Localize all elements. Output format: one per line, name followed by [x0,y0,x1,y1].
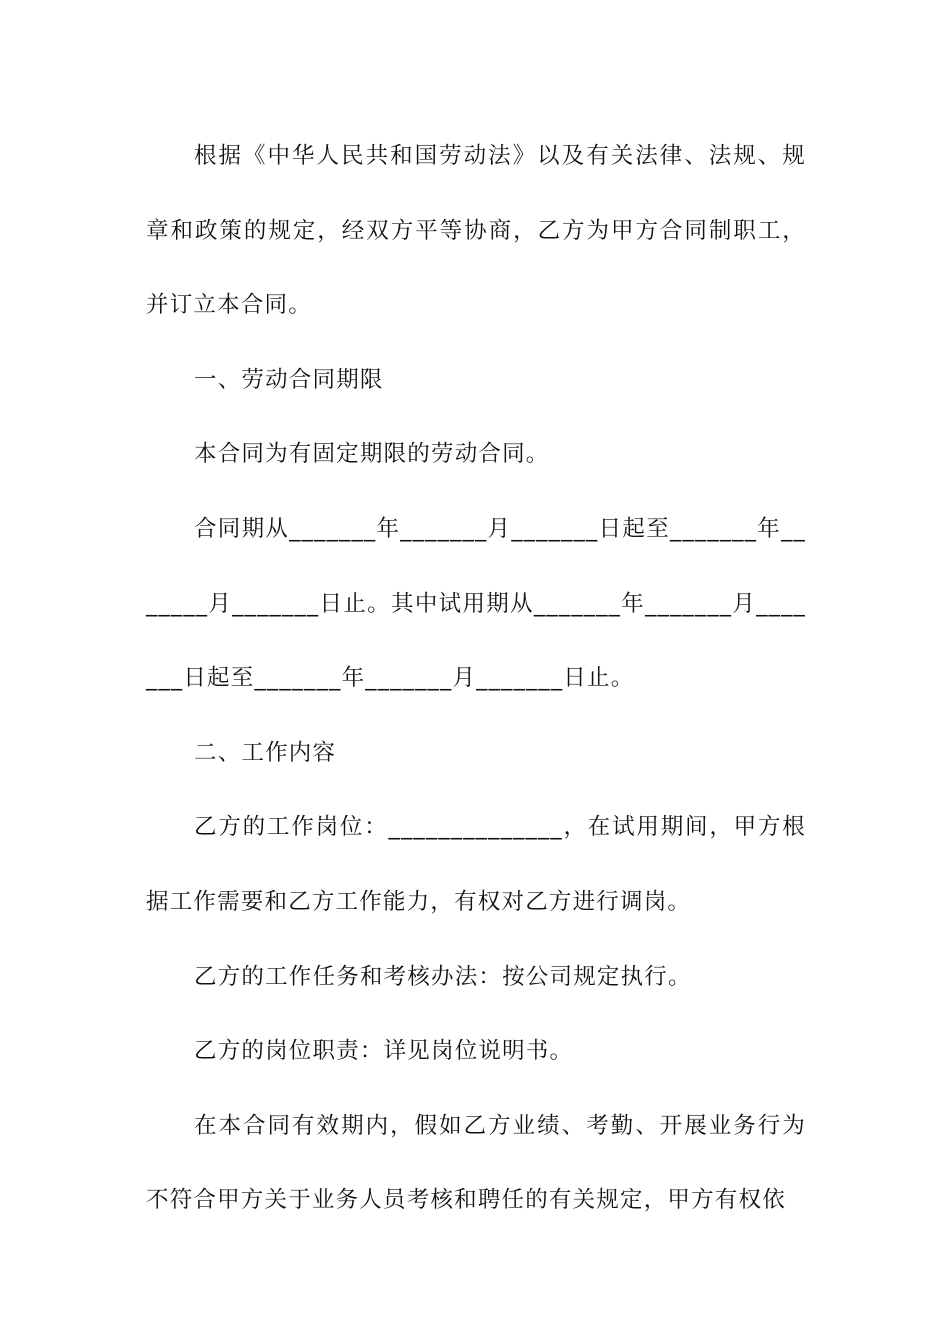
section-heading-work-content: 二、工作内容 [194,739,337,766]
job-duties-paragraph: 乙方的岗位职责：详见岗位说明书。 [194,1038,574,1065]
job-tasks-paragraph: 乙方的工作任务和考核办法：按公司规定执行。 [194,963,692,990]
contract-body [146,119,806,1238]
performance-clause-paragraph: 在本合同有效期内，假如乙方业绩、考勤、开展业务行为不符合甲方关于业务人员考核和聘任的有关规定，甲方有权依 [146,1112,806,1214]
intro-paragraph: 根据《中华人民共和国劳动法》以及有关法律、法规、规章和政策的规定，经双方平等协商，乙方为甲方合同制职工，并订立本合同。 [146,143,806,319]
section-heading-contract-term: 一、劳动合同期限 [194,366,384,393]
contract-period-paragraph: 合同期从_______年_______月_______日起至_______年_______月_______日止。其中试用期从_______年_______月_______日起至_______年_______月_______日止。 [146,515,806,692]
contract-type-paragraph: 本合同为有固定期限的劳动合同。 [194,441,550,468]
job-position-paragraph: 乙方的工作岗位：______________，在试用期间，甲方根据工作需要和乙方工作能力，有权对乙方进行调岗。 [146,814,806,915]
